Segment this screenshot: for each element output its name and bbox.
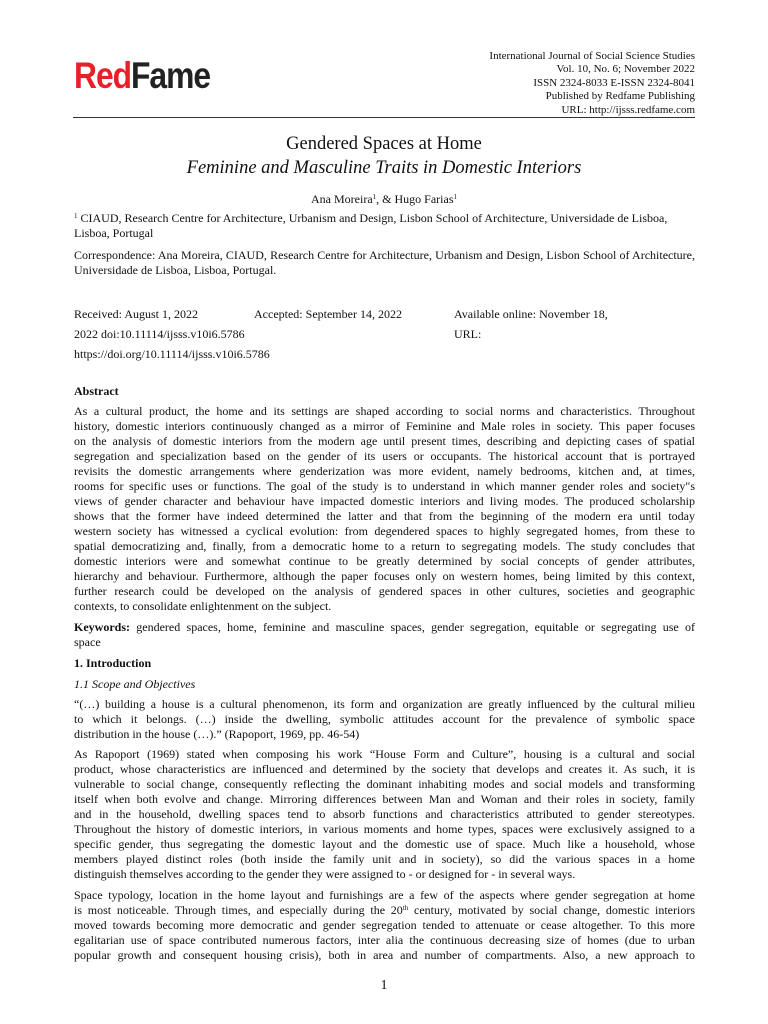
abstract-line: western society has witnessed a cyclical evolution: from degendered spaces to highly segregated homes, from these to <box>74 524 695 538</box>
paragraph-line: popular growth and consequent housing crisis), both in area and number of compartments. Also, a new approach to <box>74 948 695 962</box>
abstract-line: on the analysis of domestic interiors from the modern age until present times, describing and depicting cases of spatial <box>74 434 695 448</box>
abstract-line: contexts, to consolidate enlightenment on the subject. <box>74 599 332 613</box>
journal-volume: Vol. 10, No. 6; November 2022 <box>556 63 695 76</box>
abstract-line: hierarchy and behaviour. Furthermore, although the paper focuses only on western homes, being limited by this context, <box>74 569 695 583</box>
paragraph-line: Throughout the history of domestic interiors, in various moments and home types, spaces were exclusively assigned to a <box>74 822 695 836</box>
logo-black-text: Fame <box>131 55 211 96</box>
affiliation <box>74 211 695 241</box>
logo-red-text: Red <box>74 55 132 96</box>
paragraph-line: Space typology, location in the home layout and furnishings are a few of the aspects where gender segregation at home <box>74 888 695 902</box>
quote-line: distribution in the house (…).” (Rapoport, 1969, pp. 46-54) <box>74 727 360 741</box>
paragraph-line: moved towards becoming more democratic and gender segregation tended to attenuate or cease altogether. To this more <box>74 918 695 932</box>
abstract-line: domestic interiors were and somewhat continue to be greatly determined by social concepts of gender attributes, <box>74 554 695 568</box>
journal-publisher: Published by Redfame Publishing <box>545 90 695 103</box>
paragraph-text: is most noticeable. Through times, and especially during the 20 <box>74 903 403 917</box>
abstract-line: views of gender character and behaviour have impacted domestic interiors and living modes. The produced scholarship <box>74 494 695 508</box>
paragraph-line: distinguish themselves according to the gender they were assigned to - or designed for - in several ways. <box>74 867 576 881</box>
keywords <box>74 620 695 650</box>
quote-line: to which it belongs. (…) inside the dwelling, symbolic attitudes account for the prevalence of symbolic space <box>74 712 695 726</box>
paragraph-line: itself when both evolve and change. Mirroring differences between Man and Woman and their roles in society, family <box>74 792 695 806</box>
article-title: Gendered Spaces at Home <box>286 134 482 154</box>
intro-paragraph-1 <box>74 747 695 882</box>
redfame-logo[interactable] <box>74 56 210 96</box>
abstract-line: segregation and specialization based on the gender of its users or occupants. The historical account that is portrayed <box>74 449 695 463</box>
paragraph-text: century, motivated by social change, domestic interiors <box>408 903 695 917</box>
subsection-heading-scope: 1.1 Scope and Objectives <box>74 677 196 691</box>
affiliation-text: CIAUD, Research Centre for Architecture, Urbanism and Design, Lisbon School of Architecture, Universidade de Lisboa, Lisboa, Portugal <box>74 211 668 240</box>
doi-url[interactable]: https://doi.org/10.11114/ijsss.v10i6.5786 <box>74 347 270 361</box>
paragraph-line: egalitarian use of space contributed numerous factors, inter alia the continuous decreasing size of homes (due to urban <box>74 933 695 947</box>
intro-paragraph-2 <box>74 888 695 963</box>
keywords-label: Keywords: <box>74 620 130 634</box>
journal-issn: ISSN 2324-8033 E-ISSN 2324-8041 <box>533 76 695 89</box>
abstract-line: As a cultural product, the home and its settings are shaped according to social norms and characteristics. Throughout <box>74 404 695 418</box>
journal-info <box>489 50 695 117</box>
abstract-heading: Abstract <box>74 384 119 398</box>
correspondence: Correspondence: Ana Moreira, CIAUD, Research Centre for Architecture, Urbanism and Design, Lisbon School of Architecture, Universidade de Lisboa, Lisboa, Portugal. <box>74 248 695 277</box>
section-heading-introduction: 1. Introduction <box>74 656 152 670</box>
abstract-line: history, domestic interiors continuously changed as a mirror of Feminine and Male roles in society. This paper focuses <box>74 419 695 433</box>
keywords-line <box>74 620 695 635</box>
keywords-text: gendered spaces, home, feminine and masculine spaces, gender segregation, equitable or segregating use of <box>130 620 695 634</box>
page-number: 1 <box>380 978 388 993</box>
abstract-line: revisits the domestic arrangements where genderization was more evident, namely bedrooms, kitchen and, at times, <box>74 464 695 478</box>
author-name: , & Hugo Farias <box>376 192 454 206</box>
intro-quote <box>74 697 695 742</box>
abstract-line: rooms for specific uses or functions. The goal of the study is to understand in which manner gender roles and society"s <box>74 479 695 493</box>
paragraph-line <box>74 903 695 918</box>
received-date: Received: August 1, 2022 <box>74 307 198 321</box>
author-name: Ana Moreira <box>311 192 373 206</box>
paragraph-line: and in the household, dwelling spaces tend to absorb functions and characteristics attributed to gender stereotypes. <box>74 807 695 821</box>
header-divider <box>73 117 695 118</box>
paragraph-line: As Rapoport (1969) stated when composing his work “House Form and Culture”, housing is a cultural and social <box>74 747 695 761</box>
ordinal-suffix: th <box>402 904 409 912</box>
author-affiliation-mark: 1 <box>453 193 457 201</box>
journal-name: International Journal of Social Science Studies <box>489 50 695 62</box>
keywords-line: space <box>74 635 101 649</box>
abstract-line: spatial democratizing and, finally, from a democratic home to a return to segregating models. The study concludes that <box>74 539 695 553</box>
paragraph-line: vulnerable to social change, consequently reflecting the dominant inhabiting modes and social models and transforming <box>74 777 695 791</box>
journal-url[interactable]: URL: http://ijsss.redfame.com <box>561 103 695 116</box>
author-affiliation-mark: 1 <box>372 193 377 201</box>
doi-line[interactable]: 2022 doi:10.11114/ijsss.v10i6.5786 <box>74 327 245 341</box>
affiliation-mark: 1 <box>74 212 78 220</box>
quote-line: “(…) building a house is a cultural phenomenon, its form and organization are greatly influenced by the cultural milieu <box>74 697 695 711</box>
article-subtitle: Feminine and Masculine Traits in Domestic Interiors <box>186 158 582 178</box>
paragraph-line: specific gender, thus segregating the domestic layout and the domestic use of space. Much like a household, whose <box>74 837 695 851</box>
abstract-line: further research could be developed on the analysis of gendered spaces in other cultures, societies and geographic <box>74 584 695 598</box>
accepted-date: Accepted: September 14, 2022 <box>254 307 402 321</box>
author-list <box>0 192 768 207</box>
paragraph-line: members played distinct roles (both inside the family unit and in society), so did the various spaces in a home <box>74 852 695 866</box>
url-label: URL: <box>454 327 482 341</box>
paragraph-line: product, whose characteristics are influenced and determined by the society that develops and creates it. As such, it is <box>74 762 695 776</box>
abstract-line: shows that the former have indeed determined the latter and that from the beginning of the modern era until today <box>74 509 695 523</box>
abstract-body <box>74 404 695 614</box>
available-date: Available online: November 18, <box>454 307 608 321</box>
